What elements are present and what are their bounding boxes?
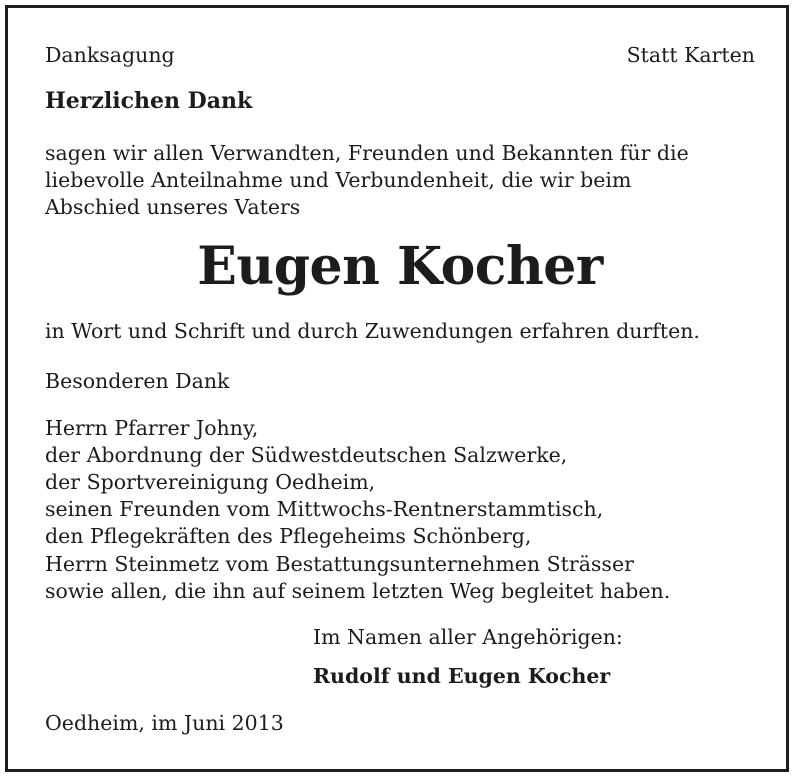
after-name-text: in Wort und Schrift und durch Zuwendungen erfahren durften. bbox=[45, 319, 700, 343]
list-item: der Sportvereinigung Oedheim, bbox=[45, 470, 376, 494]
statt-karten-label: Statt Karten bbox=[626, 43, 755, 67]
list-item: sowie allen, die ihn auf seinem letzten Weg begleitet haben. bbox=[45, 579, 671, 603]
list-item: seinen Freunden vom Mittwochs-Rentnerstammtisch, bbox=[45, 497, 604, 521]
place-date: Oedheim, im Juni 2013 bbox=[45, 711, 284, 735]
special-thanks-label: Besonderen Dank bbox=[45, 369, 230, 393]
signature-label: Im Namen aller Angehörigen: bbox=[313, 625, 623, 649]
list-item: Herrn Steinmetz vom Bestattungsunternehmen Strässer bbox=[45, 552, 634, 576]
intro-line: sagen wir allen Verwandten, Freunden und Bekannten für die bbox=[45, 141, 689, 165]
notice-heading: Herzlichen Dank bbox=[45, 88, 253, 114]
list-item: der Abordnung der Südwestdeutschen Salzwerke, bbox=[45, 443, 568, 467]
intro-line: Abschied unseres Vaters bbox=[45, 195, 301, 219]
deceased-name: Eugen Kocher bbox=[197, 236, 603, 297]
list-item: Herrn Pfarrer Johny, bbox=[45, 416, 259, 440]
notice-type-label: Danksagung bbox=[45, 43, 175, 67]
signature-names: Rudolf und Eugen Kocher bbox=[313, 664, 611, 688]
intro-line: liebevolle Anteilnahme und Verbundenheit, die wir beim bbox=[45, 168, 632, 192]
list-item: den Pflegekräften des Pflegeheims Schönberg, bbox=[45, 524, 532, 548]
